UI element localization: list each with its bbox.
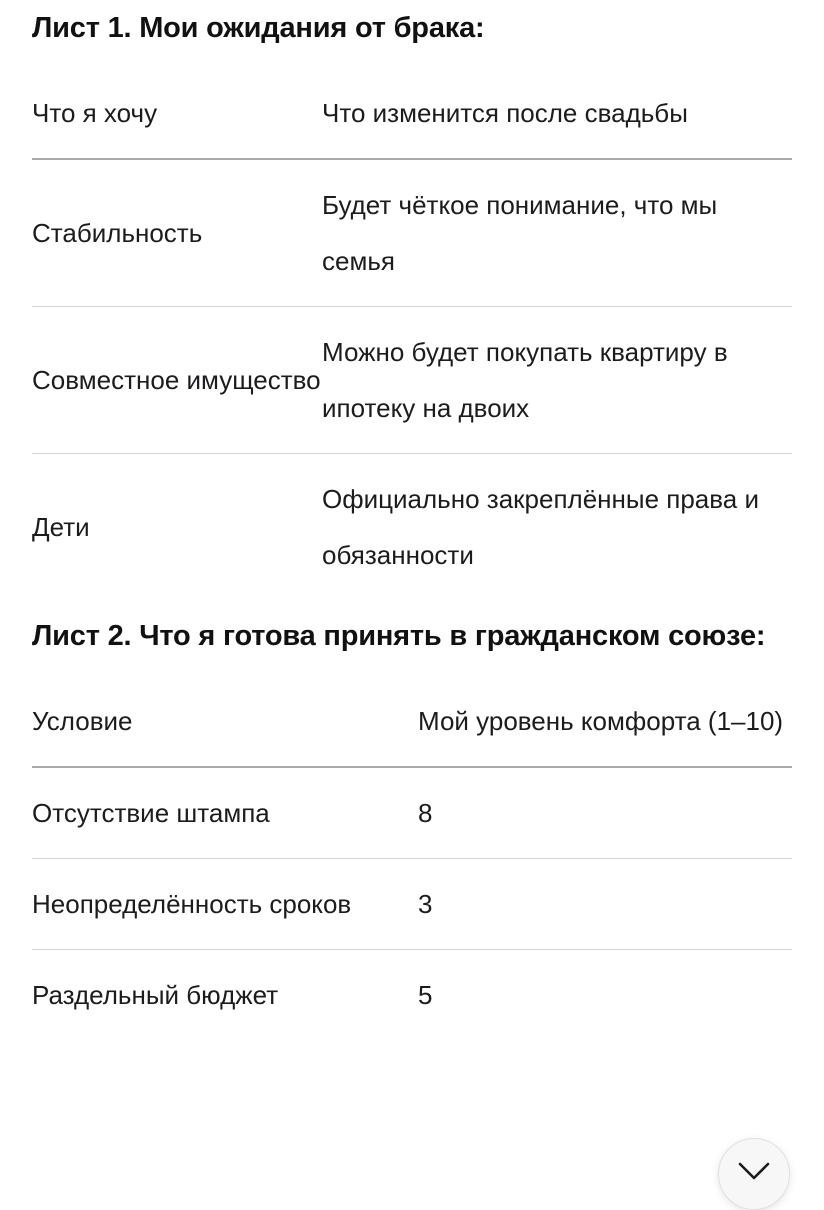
table-cell: Совместное имущество [32,307,322,454]
table-header-row [32,56,792,159]
table-cell: Будет чёткое понимание, что мы семья [322,159,792,307]
table-cell: Официально закреплённые права и обязанности [322,484,759,570]
chevron-down-icon [737,1161,771,1186]
column-header-change: Что изменится после свадьбы [322,56,792,159]
table-cell: Отсутствие штампа [32,767,418,859]
table-row [32,767,792,859]
table-row [32,950,792,1041]
sheet-2-title: Лист 2. Что я готова принять в гражданском союзе: [32,620,766,652]
column-header-condition: Условие [32,668,418,767]
comfort-table [32,668,792,1040]
table-cell: Стабильность [32,159,322,307]
table-header-row [32,668,792,767]
column-header-want: Что я хочу [32,56,322,159]
scroll-down-button[interactable] [718,1138,790,1210]
table-cell: Можно будет покупать квартиру в ипотеку на двоих [322,307,792,454]
table-cell: 3 [418,859,792,950]
table-cell: Дети [32,512,90,542]
table-row [32,307,792,454]
article-content [32,0,792,1040]
table-row [32,859,792,950]
column-header-comfort: Мой уровень комфорта (1–10) [418,668,792,767]
table-cell: Неопределённость сроков [32,859,418,950]
table-cell: 5 [418,980,433,1010]
table-cell: 8 [418,767,792,859]
sheet-1-title: Лист 1. Мои ожидания от брака: [32,12,485,44]
table-row [32,159,792,307]
table-row [32,454,792,601]
expectations-table [32,56,792,600]
table-cell: Раздельный бюджет [32,980,279,1010]
